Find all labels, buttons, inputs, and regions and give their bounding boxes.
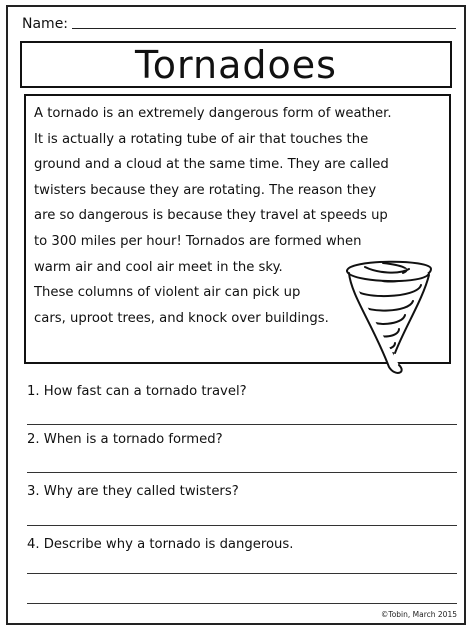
- name-write-line[interactable]: [72, 27, 456, 29]
- passage-line: It is actually a rotating tube of air that touches the: [34, 131, 369, 147]
- copyright-text: ©Tobin, March 2015: [380, 610, 457, 619]
- answer-line-4b[interactable]: [27, 603, 457, 604]
- passage-line: are so dangerous is because they travel at speeds up: [34, 208, 388, 224]
- passage-line: These columns of violent air can pick up: [34, 285, 301, 301]
- passage-line: cars, uproot trees, and knock over buildings.: [34, 310, 329, 326]
- answer-line-3[interactable]: [27, 525, 457, 526]
- passage-line: twisters because they are rotating. The reason they: [34, 182, 377, 198]
- page-title: Tornadoes: [135, 43, 337, 87]
- question-1: 1. How fast can a tornado travel?: [27, 384, 247, 399]
- question-4: 4. Describe why a tornado is dangerous.: [27, 537, 294, 552]
- answer-line-1[interactable]: [27, 424, 457, 425]
- answer-line-4a[interactable]: [27, 573, 457, 574]
- name-label: Name:: [22, 16, 69, 32]
- name-row: [12, 9, 460, 33]
- question-2: 2. When is a tornado formed?: [27, 432, 223, 447]
- passage-line: ground and a cloud at the same time. They are called: [34, 157, 389, 173]
- title-box: [20, 41, 452, 88]
- passage-line: A tornado is an extremely dangerous form of weather.: [34, 106, 392, 121]
- passage-line: warm air and cool air meet in the sky.: [34, 259, 283, 275]
- question-3: 3. Why are they called twisters?: [27, 484, 239, 499]
- passage-line: to 300 miles per hour! Tornados are formed when: [34, 233, 362, 249]
- answer-line-2[interactable]: [27, 472, 457, 473]
- tornado-icon: [343, 255, 435, 380]
